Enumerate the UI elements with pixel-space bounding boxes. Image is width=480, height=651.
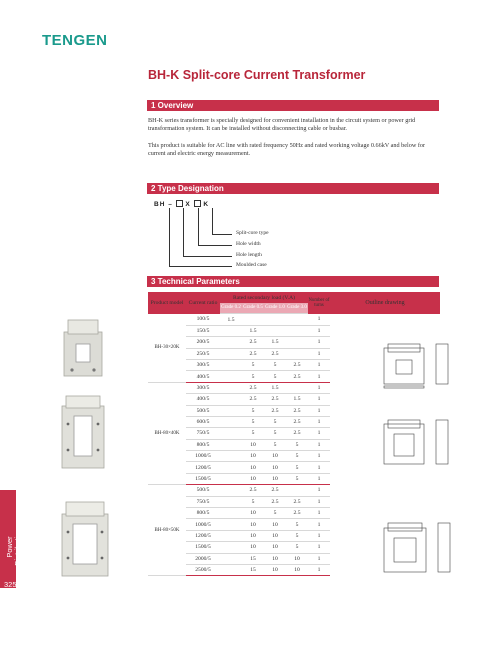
load-cell [220,439,242,450]
current-ratio-cell: 2000/5 [186,553,220,564]
load-cell: 2.5 [264,496,286,507]
col-grade-1: Grade 1.0 [264,303,286,314]
load-cell [220,542,242,553]
turns-cell: 1 [308,553,330,564]
turns-cell: 1 [308,337,330,348]
type-designation-heading: 2 Type Designation [147,183,439,194]
load-cell: 2.5 [242,337,264,348]
sidebar-category: Power Distribution Electrics [5,528,30,566]
current-ratio-cell: 1500/5 [186,473,220,484]
product-photo-80x50 [58,500,112,580]
current-ratio-cell: 400/5 [186,371,220,382]
current-ratio-cell: 500/5 [186,485,220,496]
label-hole-length: Hole length [236,252,262,258]
col-current-ratio: Current ratio [188,299,218,306]
turns-cell: 1 [308,428,330,439]
load-cell: 5 [286,473,308,484]
load-cell [220,462,242,473]
load-cell: 5 [264,428,286,439]
load-cell: 10 [242,439,264,450]
load-cell [286,325,308,336]
turns-cell: 1 [308,416,330,427]
load-cell [286,485,308,496]
load-cell [220,564,242,575]
load-cell: 2.5 [286,405,308,416]
load-cell: 10 [264,451,286,462]
current-ratio-cell: 300/5 [186,382,220,393]
load-cell: 5 [242,371,264,382]
load-cell: 5 [264,359,286,370]
outline-drawing-80x50 [380,520,480,576]
col-grade-0-5: Grade 0.5 [242,303,264,314]
current-ratio-cell: 150/5 [186,325,220,336]
load-cell: 10 [264,473,286,484]
turns-cell: 1 [308,394,330,405]
technical-heading: 3 Technical Parameters [147,276,439,287]
load-cell: 1.5 [264,382,286,393]
col-rated-load: Rated secondary load (V.A) [232,294,296,301]
load-cell: 5 [286,519,308,530]
turns-cell: 1 [308,439,330,450]
load-cell [286,314,308,325]
outline-drawing-30x20 [380,340,480,390]
load-cell: 2.5 [286,428,308,439]
load-cell [220,337,242,348]
load-cell: 2.5 [264,485,286,496]
turns-cell: 1 [308,485,330,496]
overview-para-1: BH-K series transformer is specially designed for convenient installation in the circuit system or power grid transformation system. It can be installed without disconnecting cable or busbar. [148,117,416,132]
turns-cell: 1 [308,519,330,530]
overview-para-2: This product is suitable for AC line with rated frequency 50Hz and rated working voltage 0.66kV and below for current and electric energy measurement. [148,142,426,157]
current-ratio-cell: 100/5 [186,314,220,325]
turns-cell: 1 [308,508,330,519]
load-cell: 1.5 [264,337,286,348]
turns-cell: 1 [308,359,330,370]
load-cell: 2.5 [264,405,286,416]
load-cell [220,485,242,496]
load-cell: 5 [286,530,308,541]
load-cell [220,382,242,393]
load-cell: 1.5 [220,314,242,325]
load-cell: 2.5 [242,394,264,405]
load-cell: 2.5 [242,348,264,359]
type-designation-diagram [148,198,348,270]
brand-logo: TENGEN [42,32,108,49]
load-cell: 10 [242,508,264,519]
col-grade-0-2: Grade 0.2 [220,303,242,314]
load-cell: 10 [242,530,264,541]
load-cell: 5 [264,439,286,450]
current-ratio-cell: 1200/5 [186,462,220,473]
current-ratio-cell: 2500/5 [186,564,220,575]
load-cell: 5 [264,371,286,382]
turns-cell: 1 [308,371,330,382]
load-cell: 1.5 [242,325,264,336]
load-cell [220,428,242,439]
product-model-cell: BH-80×40K [148,382,186,485]
current-ratio-cell: 500/5 [186,405,220,416]
load-cell: 2.5 [264,348,286,359]
page-number: 325 [4,580,17,589]
current-ratio-cell: 750/5 [186,428,220,439]
product-model-cell: BH-80×50K [148,485,186,576]
load-cell: 5 [264,508,286,519]
load-cell: 2.5 [242,382,264,393]
label-moulded-case: Moulded case [236,262,267,268]
label-hole-width: Hole width [236,241,261,247]
overview-heading: 1 Overview [147,100,439,111]
load-cell: 10 [264,542,286,553]
load-cell: 10 [264,530,286,541]
load-cell [286,382,308,393]
load-cell: 5 [242,496,264,507]
turns-cell: 1 [308,462,330,473]
col-turns: Number of turns [308,297,330,308]
load-cell [220,530,242,541]
load-cell: 2.5 [242,485,264,496]
load-cell [220,508,242,519]
product-model-cell: BH-30×20K [148,314,186,382]
load-cell: 5 [286,542,308,553]
load-cell: 2.5 [286,371,308,382]
load-cell: 2.5 [286,496,308,507]
load-cell [220,519,242,530]
turns-cell: 1 [308,542,330,553]
current-ratio-cell: 400/5 [186,394,220,405]
current-ratio-cell: 800/5 [186,439,220,450]
product-photo-80x40 [58,394,108,472]
load-cell: 10 [242,519,264,530]
current-ratio-cell: 1000/5 [186,451,220,462]
load-cell: 5 [242,428,264,439]
load-cell: 1.5 [286,394,308,405]
current-ratio-cell: 250/5 [186,348,220,359]
load-cell: 10 [242,462,264,473]
turns-cell: 1 [308,564,330,575]
load-cell: 2.5 [286,359,308,370]
page-title: BH-K Split-core Current Transformer [148,68,366,82]
turns-cell: 1 [308,325,330,336]
load-cell: 5 [242,416,264,427]
current-ratio-cell: 1500/5 [186,542,220,553]
load-cell [220,325,242,336]
load-cell: 10 [264,462,286,473]
current-ratio-cell: 600/5 [186,416,220,427]
load-cell [220,496,242,507]
load-cell [286,337,308,348]
table-row [148,314,440,325]
current-ratio-cell: 200/5 [186,337,220,348]
load-cell [220,553,242,564]
load-cell: 10 [242,451,264,462]
turns-cell: 1 [308,314,330,325]
turns-cell: 1 [308,530,330,541]
load-cell: 10 [242,473,264,484]
product-photo-30x20 [58,318,108,380]
col-product-model: Product model [150,299,184,306]
load-cell: 10 [242,542,264,553]
load-cell: 10 [264,553,286,564]
load-cell [264,325,286,336]
load-cell: 2.5 [286,416,308,427]
load-cell [220,348,242,359]
table-row [148,485,440,496]
load-cell: 15 [242,553,264,564]
load-cell: 2.5 [264,394,286,405]
load-cell [264,314,286,325]
load-cell [220,394,242,405]
load-cell [220,371,242,382]
current-ratio-cell: 800/5 [186,508,220,519]
load-cell: 10 [264,564,286,575]
turns-cell: 1 [308,496,330,507]
load-cell: 10 [286,553,308,564]
current-ratio-cell: 300/5 [186,359,220,370]
turns-cell: 1 [308,473,330,484]
col-grade-3: Grade 3.0 [286,303,308,314]
load-cell [286,348,308,359]
load-cell [220,451,242,462]
load-cell: 15 [242,564,264,575]
load-cell [220,405,242,416]
load-cell: 5 [286,462,308,473]
load-cell [220,473,242,484]
turns-cell: 1 [308,405,330,416]
load-cell: 5 [242,359,264,370]
outline-drawing-80x40 [380,418,480,468]
load-cell: 5 [286,439,308,450]
load-cell: 5 [286,451,308,462]
load-cell [220,359,242,370]
load-cell: 5 [242,405,264,416]
current-ratio-cell: 750/5 [186,496,220,507]
current-ratio-cell: 1200/5 [186,530,220,541]
turns-cell: 1 [308,382,330,393]
current-ratio-cell: 1000/5 [186,519,220,530]
load-cell: 10 [264,519,286,530]
load-cell [220,416,242,427]
turns-cell: 1 [308,451,330,462]
load-cell: 2.5 [286,508,308,519]
turns-cell: 1 [308,348,330,359]
type-code: BH – X K [154,201,210,208]
label-split-core: Split-core type [236,230,269,236]
load-cell [242,314,264,325]
load-cell: 5 [264,416,286,427]
col-outline: Outline drawing [365,299,405,306]
load-cell: 10 [286,564,308,575]
